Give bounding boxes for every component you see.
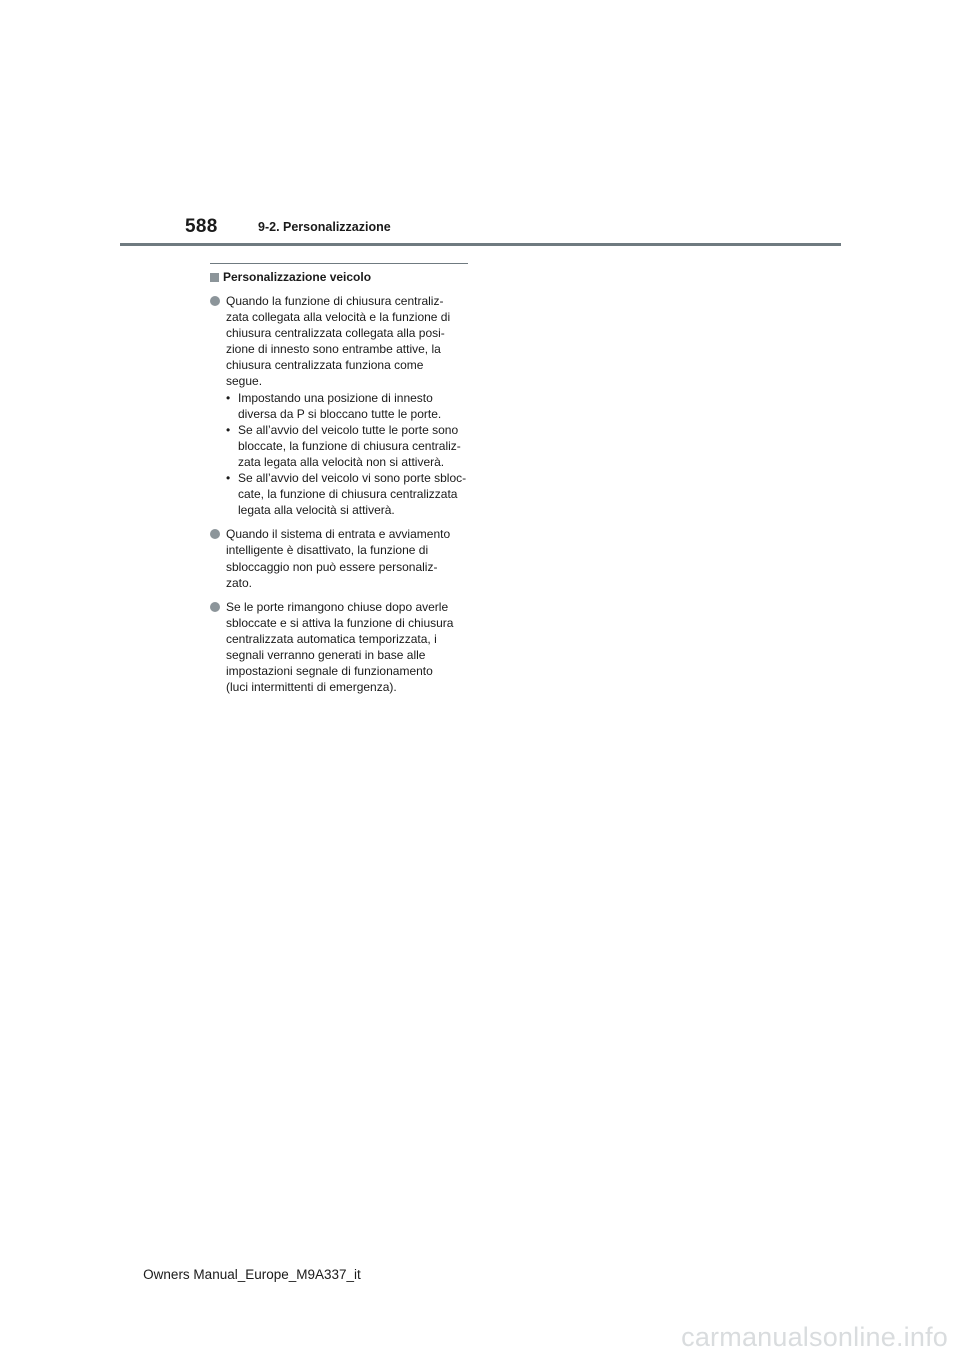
circle-bullet-icon bbox=[210, 296, 220, 306]
item-text-line: zata collegata alla velocità e la funzione di bbox=[226, 310, 451, 325]
section-title: 9-2. Personalizzazione bbox=[258, 220, 391, 234]
content-column bbox=[210, 263, 468, 703]
sub-list-item bbox=[226, 470, 468, 518]
circle-bullet-icon bbox=[210, 602, 220, 612]
sub-item-text-line: Se all’avvio del veicolo vi sono porte sbloc- bbox=[238, 471, 467, 486]
sub-item-text-line: zata legata alla velocità non si attiverà. bbox=[238, 454, 445, 469]
list-item bbox=[210, 293, 468, 518]
item-text-line: impostazioni segnale di funzionamento bbox=[226, 664, 433, 679]
sub-item-text-line: Se all’avvio del veicolo tutte le porte sono bbox=[238, 422, 459, 437]
sub-item-text-line: legata alla velocità si attiverà. bbox=[238, 503, 395, 518]
square-bullet-icon bbox=[210, 273, 219, 282]
subsection-divider bbox=[210, 263, 468, 264]
item-text-line: chiusura centralizzata collegata alla posi- bbox=[226, 326, 445, 341]
sub-item-text-line: Impostando una posizione di innesto bbox=[238, 390, 433, 405]
item-text-line: segue. bbox=[226, 374, 263, 389]
list-item bbox=[210, 526, 468, 590]
item-text-line: chiusura centralizzata funziona come bbox=[226, 358, 424, 373]
item-text-line: centralizzata automatica temporizzata, i bbox=[226, 631, 437, 646]
dot-bullet-icon: • bbox=[226, 422, 231, 437]
item-text-line: Se le porte rimangono chiuse dopo averle bbox=[226, 599, 449, 614]
dot-bullet-icon: • bbox=[226, 390, 231, 405]
watermark-text: carmanualsonline.info bbox=[681, 1322, 948, 1352]
item-text-line: Quando il sistema di entrata e avviamento bbox=[226, 527, 451, 542]
page-footer bbox=[0, 1267, 960, 1282]
footer-text: Owners Manual_Europe_M9A337_it bbox=[143, 1267, 361, 1282]
circle-bullet-icon bbox=[210, 529, 220, 539]
sub-list-item bbox=[226, 422, 468, 470]
header-divider bbox=[120, 243, 841, 246]
item-text-line: zato. bbox=[226, 575, 253, 590]
sub-list-item bbox=[226, 390, 468, 422]
subsection-title: Personalizzazione veicolo bbox=[223, 270, 372, 284]
list-item bbox=[210, 599, 468, 696]
dot-bullet-icon: • bbox=[226, 471, 231, 486]
subsection-heading bbox=[210, 269, 468, 285]
page-number: 588 bbox=[185, 216, 218, 237]
item-text-line: sbloccaggio non può essere personaliz- bbox=[226, 559, 438, 574]
item-text-line: (luci intermittenti di emergenza). bbox=[226, 680, 397, 695]
item-text-line: segnali verranno generati in base alle bbox=[226, 647, 426, 662]
item-text-line: intelligente è disattivato, la funzione di bbox=[226, 543, 429, 558]
item-text-line: Quando la funzione di chiusura centraliz- bbox=[226, 294, 444, 308]
sub-item-text-line: diversa da P si bloccano tutte le porte. bbox=[238, 406, 442, 421]
item-text-line: zione di innesto sono entrambe attive, la bbox=[226, 342, 441, 357]
item-text-line: sbloccate e si attiva la funzione di chiusura bbox=[226, 615, 454, 630]
sub-item-text-line: bloccate, la funzione di chiusura centraliz- bbox=[238, 438, 461, 453]
sub-item-text-line: cate, la funzione di chiusura centralizzata bbox=[238, 487, 458, 502]
